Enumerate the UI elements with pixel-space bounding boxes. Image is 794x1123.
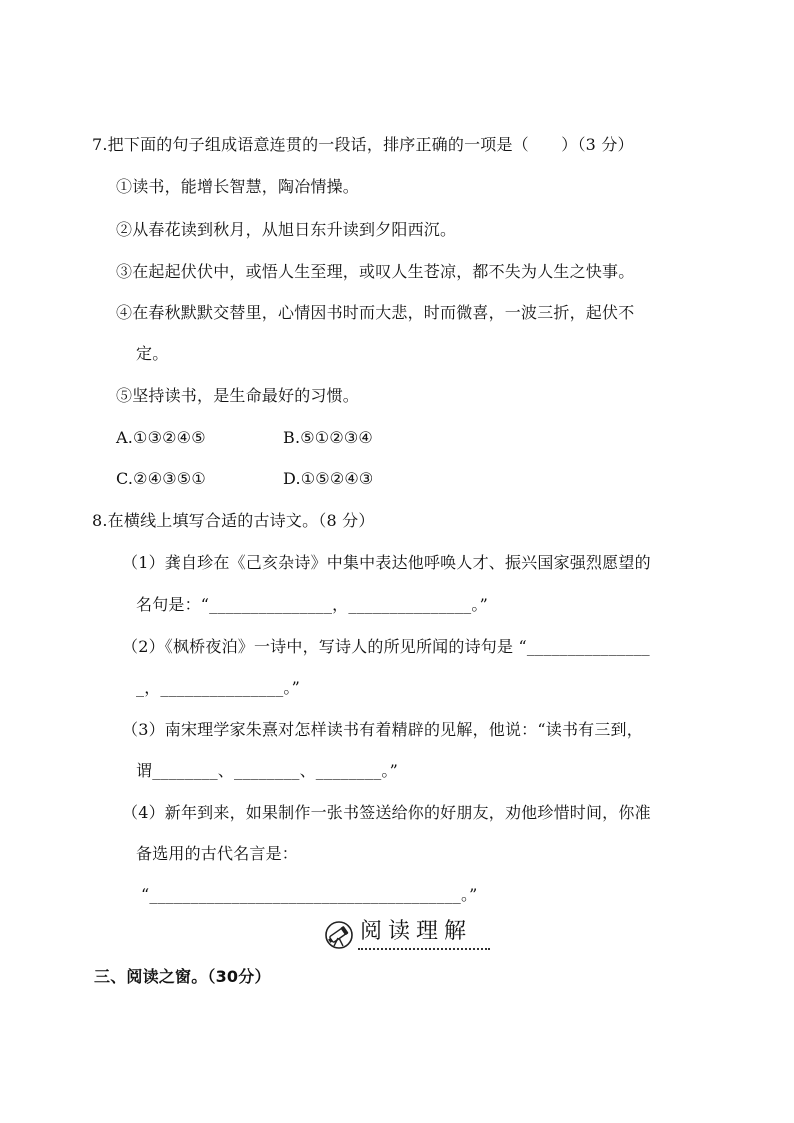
sentence-4: ④在春秋默默交替里，心情因书时而大悲，时而微喜，一波三折，起伏不 [116, 303, 635, 322]
sentence-3: ③在起起伏伏中，或悟人生至理，或叹人生苍凉，都不失为人生之快事。 [116, 262, 635, 281]
section-3-heading: 三、阅读之窗。（30分） [94, 967, 271, 986]
telescope-icon [324, 920, 354, 950]
question-8-stem: 8.在横线上填写合适的古诗文。（8 分） [92, 511, 375, 530]
sub-question-2: （2）《枫桥夜泊》一诗中，写诗人的所见所闻的诗句是 “_______________ [122, 637, 650, 656]
option-b: B.⑤①②③④ [283, 428, 373, 447]
sub-question-4-continued: 备选用的古代名言是： [136, 844, 299, 863]
option-d: D.①⑤②④③ [283, 469, 374, 488]
option-c: C.②④③⑤① [116, 469, 206, 488]
sentence-4-continued: 定。 [136, 344, 169, 363]
banner-title: 阅读理解 [360, 919, 473, 944]
sentence-1: ①读书，能增长智慧，陶冶情操。 [116, 177, 360, 196]
question-7-stem: 7.把下面的句子组成语意连贯的一段话，排序正确的一项是（ ）（3 分） [92, 135, 634, 154]
sub-question-3-blanks: 谓________、________、________。” [136, 761, 398, 780]
sub-question-2-blanks: _，_______________。” [136, 678, 300, 697]
sub-question-1: （1）龚自珍在《己亥杂诗》中集中表达他呼唤人才、振兴国家强烈愿望的 [122, 553, 651, 572]
sub-question-1-blanks: 名句是：“_______________，_______________。” [136, 595, 488, 614]
sentence-5: ⑤坚持读书，是生命最好的习惯。 [116, 386, 360, 405]
sentence-2: ②从春花读到秋月，从旭日东升读到夕阳西沉。 [116, 220, 457, 239]
reading-banner [324, 916, 490, 952]
banner-dotted-rule [358, 948, 490, 950]
option-a: A.①③②④⑤ [116, 428, 206, 447]
sub-question-4-blank: “______________________________________。” [141, 885, 478, 904]
sub-question-3: （3）南宋理学家朱熹对怎样读书有着精辟的见解，他说：“读书有三到， [122, 720, 643, 739]
sub-question-4: （4）新年到来，如果制作一张书签送给你的好朋友，劝他珍惜时间，你准 [122, 803, 651, 822]
